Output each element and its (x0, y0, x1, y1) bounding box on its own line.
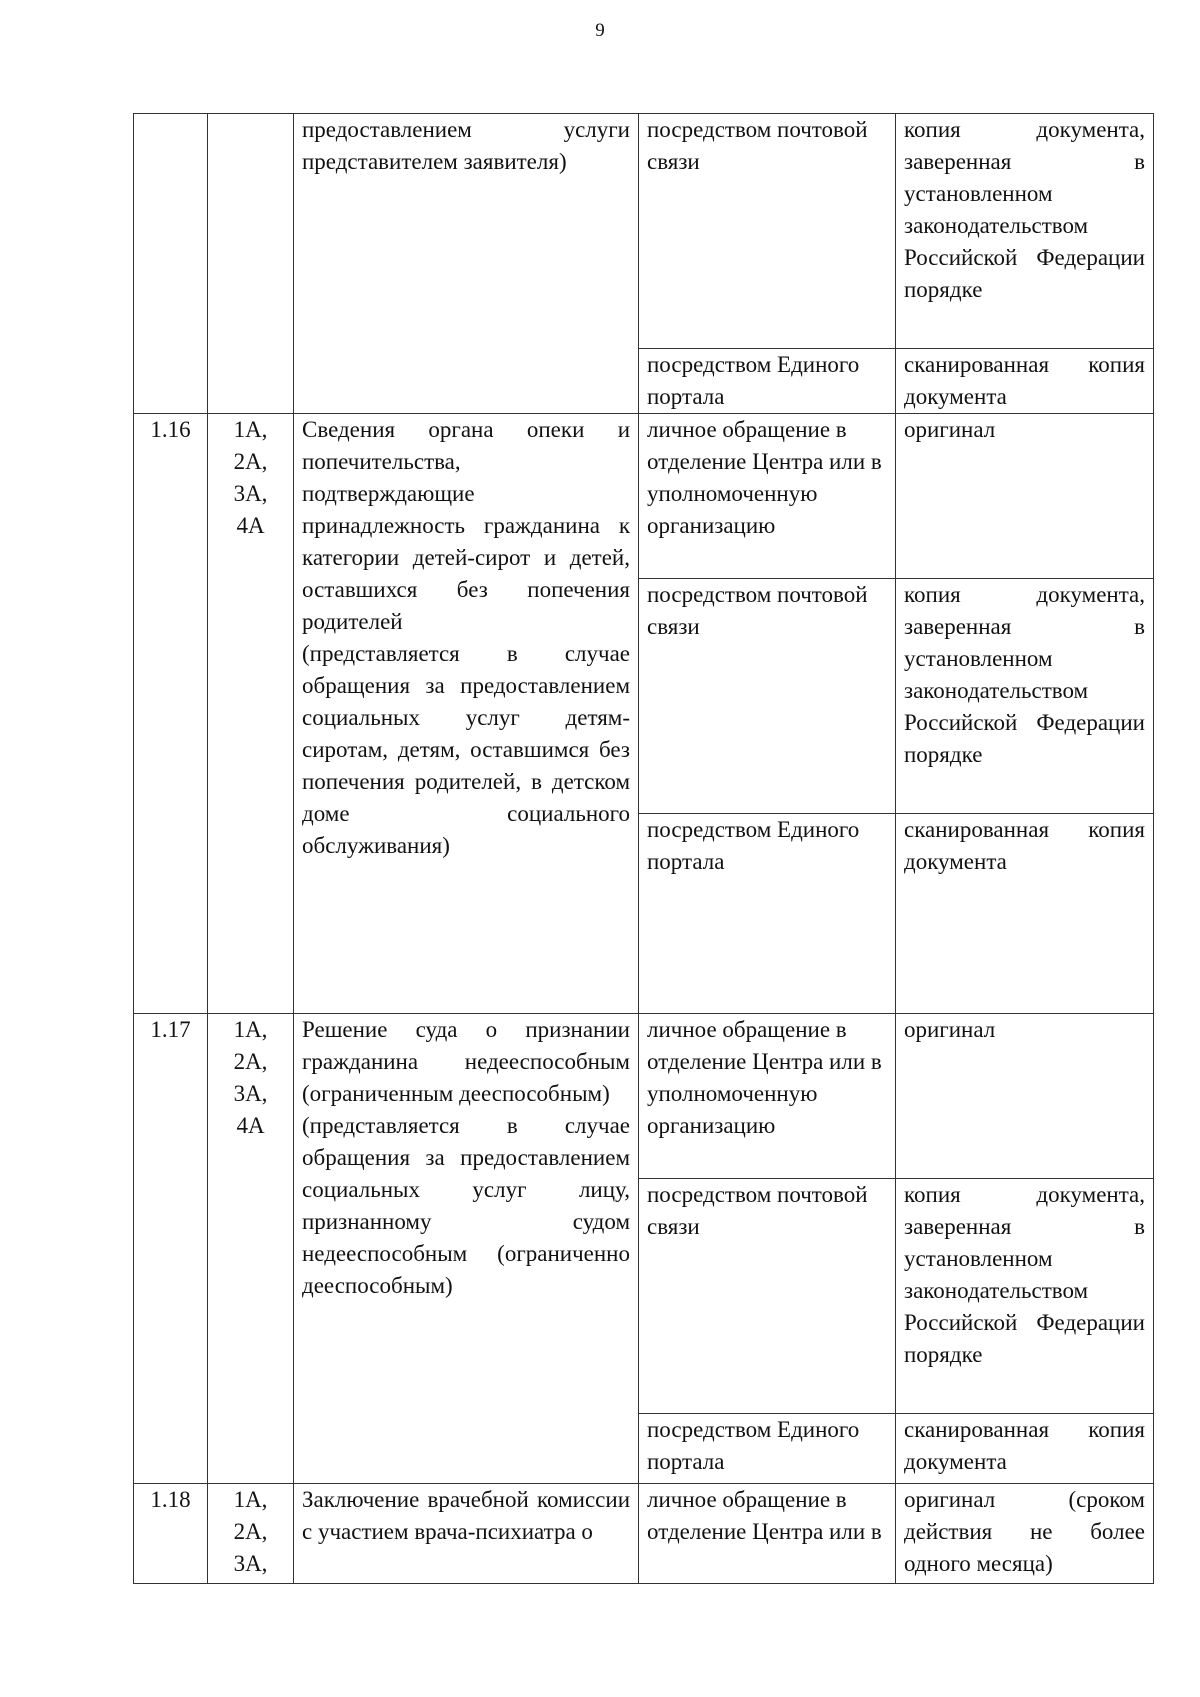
document-form: копия документа, заверенная в установленном законодательством Российской Федерации порядке (896, 1179, 1154, 1414)
submission-method: посредством почтовой связи (639, 1179, 896, 1414)
document-form: сканированная копия документа (896, 1414, 1154, 1484)
document-form: оригинал (сроком действия не более одного месяца) (896, 1484, 1154, 1584)
submission-method: посредством Единого портала (639, 814, 896, 1014)
document-text: Решение суда о признании гражданина недееспособным (ограниченным дееспособным) (302, 1017, 630, 1106)
submission-method: посредством Единого портала (639, 1414, 896, 1484)
row-document (294, 1014, 639, 1484)
table-row (134, 1484, 1154, 1584)
table-row (134, 1014, 1154, 1179)
row-categories: 1А, 2А, 3А, 4А (208, 1014, 294, 1484)
row-document (294, 414, 639, 1014)
row-categories (208, 114, 294, 414)
row-number (134, 114, 208, 414)
submission-method: посредством почтовой связи (639, 579, 896, 814)
document-form: копия документа, заверенная в установленном законодательством Российской Федерации порядке (896, 114, 1154, 349)
row-categories: 1А, 2А, 3А, (208, 1484, 294, 1584)
document-form: оригинал (896, 1014, 1154, 1179)
document-text: предоставлением услуги представителем заявителя) (302, 117, 630, 174)
document-note: (представляется в случае обращения за предоставлением социальных услуг лицу, признанному судом недееспособным (ограниченно дееспособным) (302, 1113, 630, 1298)
row-number: 1.18 (134, 1484, 208, 1584)
document-note: (представляется в случае обращения за предоставлением социальных услуг детям-сиротам, детям, оставшимся без попечения родителей, в детском доме социального обслуживания) (302, 641, 630, 858)
table-row (134, 114, 1154, 349)
row-categories: 1А, 2А, 3А, 4А (208, 414, 294, 1014)
row-document (294, 1484, 639, 1584)
submission-method: посредством почтовой связи (639, 114, 896, 349)
document-form: оригинал (896, 414, 1154, 579)
table-row (134, 414, 1154, 579)
submission-method: посредством Единого портала (639, 349, 896, 414)
document-form: копия документа, заверенная в установленном законодательством Российской Федерации порядке (896, 579, 1154, 814)
submission-method: личное обращение в отделение Центра или в уполномоченную организацию (639, 414, 896, 579)
row-number: 1.17 (134, 1014, 208, 1484)
document-text: Сведения органа опеки и попечительства, подтверждающие принадлежность гражданина к категории детей-сирот и детей, оставшихся без попечения родителей (302, 417, 630, 634)
document-text: Заключение врачебной комиссии с участием врача-психиатра о (302, 1487, 630, 1544)
submission-method: личное обращение в отделение Центра или в уполномоченную организацию (639, 1014, 896, 1179)
document-form: сканированная копия документа (896, 349, 1154, 414)
row-number: 1.16 (134, 414, 208, 1014)
row-document (294, 114, 639, 414)
page-number: 9 (595, 20, 605, 41)
documents-table (133, 113, 1154, 1584)
submission-method: личное обращение в отделение Центра или в (639, 1484, 896, 1584)
document-form: сканированная копия документа (896, 814, 1154, 1014)
